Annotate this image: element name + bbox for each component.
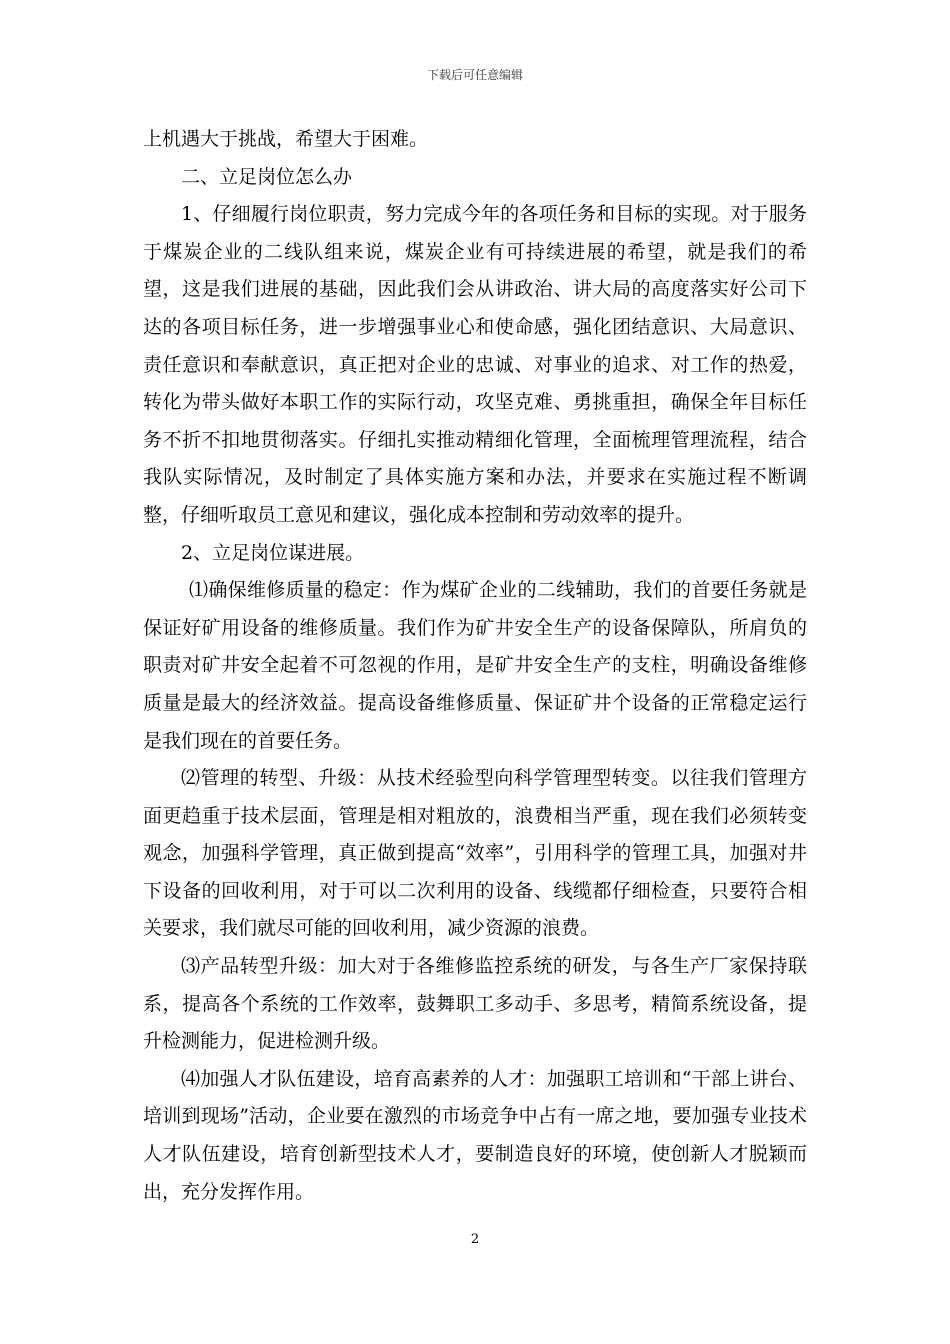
paragraph: 1、仔细履行岗位职责，努力完成今年的各项任务和目标的实现。对于服务于煤炭企业的二线队组来说，煤炭企业有可持续进展的希望，就是我们的希望，这是我们进展的基础，因此我们会从讲政治、讲大局的高度落实好公司下达的各项目标任务，进一步增强事业心和使命感，强化团结意识、大局意识、责任意识和奉献意识，真正把对企业的忠诚、对事业的追求、对工作的热爱，转化为带头做好本职工作的实际行动，攻坚克难、勇挑重担，确保全年目标任务不折不扣地贯彻落实。仔细扎实推动精细化管理，全面梳理管理流程，结合我队实际情况，及时制定了具体实施方案和办法，并要求在实施过程不断调整，仔细听取员工意见和建议，强化成本控制和劳动效率的提升。 [143, 203, 807, 526]
subsection-heading: 2、立足岗位谋进展。 [181, 541, 365, 564]
page-header: 下载后可任意编辑 [426, 68, 523, 82]
section-heading: 二、立足岗位怎么办 [181, 165, 353, 188]
document-body [143, 121, 807, 1211]
paragraph: ⑷加强人才队伍建设，培育高素养的人才：加强职工培训和“干部上讲台、培训到现场”活动，企业要在激烈的市场竞争中占有一席之地，要加强专业技术人才队伍建设，培育创新型技术人才，要制造良好的环境，使创新人才脱颖而出，充分发挥作用。 [143, 1067, 807, 1203]
paragraph: ⑶产品转型升级：加大对于各维修监控系统的研发，与各生产厂家保持联系，提高各个系统的工作效率，鼓舞职工多动手、多思考，精简系统设备，提升检测能力，促进检测升级。 [143, 955, 807, 1053]
paragraph: ⑵管理的转型、升级：从技术经验型向科学管理型转变。以往我们管理方面更趋重于技术层面，管理是相对粗放的，浪费相当严重，现在我们必须转变观念，加强科学管理，真正做到提高“效率”，引用科学的管理工具，加强对井下设备的回收利用，对于可以二次利用的设备、线缆都仔细检查，只要符合相关要求，我们就尽可能的回收利用，减少资源的浪费。 [143, 767, 807, 940]
paragraph-continuation: 上机遇大于挑战，希望大于困难。 [143, 128, 429, 150]
page-number: 2 [470, 1232, 480, 1247]
paragraph: ⑴确保维修质量的稳定：作为煤矿企业的二线辅助，我们的首要任务就是保证好矿用设备的维修质量。我们作为矿井安全生产的设备保障队，所肩负的职责对矿井安全起着不可忽视的作用，是矿井安全生产的支柱，明确设备维修质量是最大的经济效益。提高设备维修质量、保证矿井个设备的正常稳定运行是我们现在的首要任务。 [143, 579, 807, 752]
